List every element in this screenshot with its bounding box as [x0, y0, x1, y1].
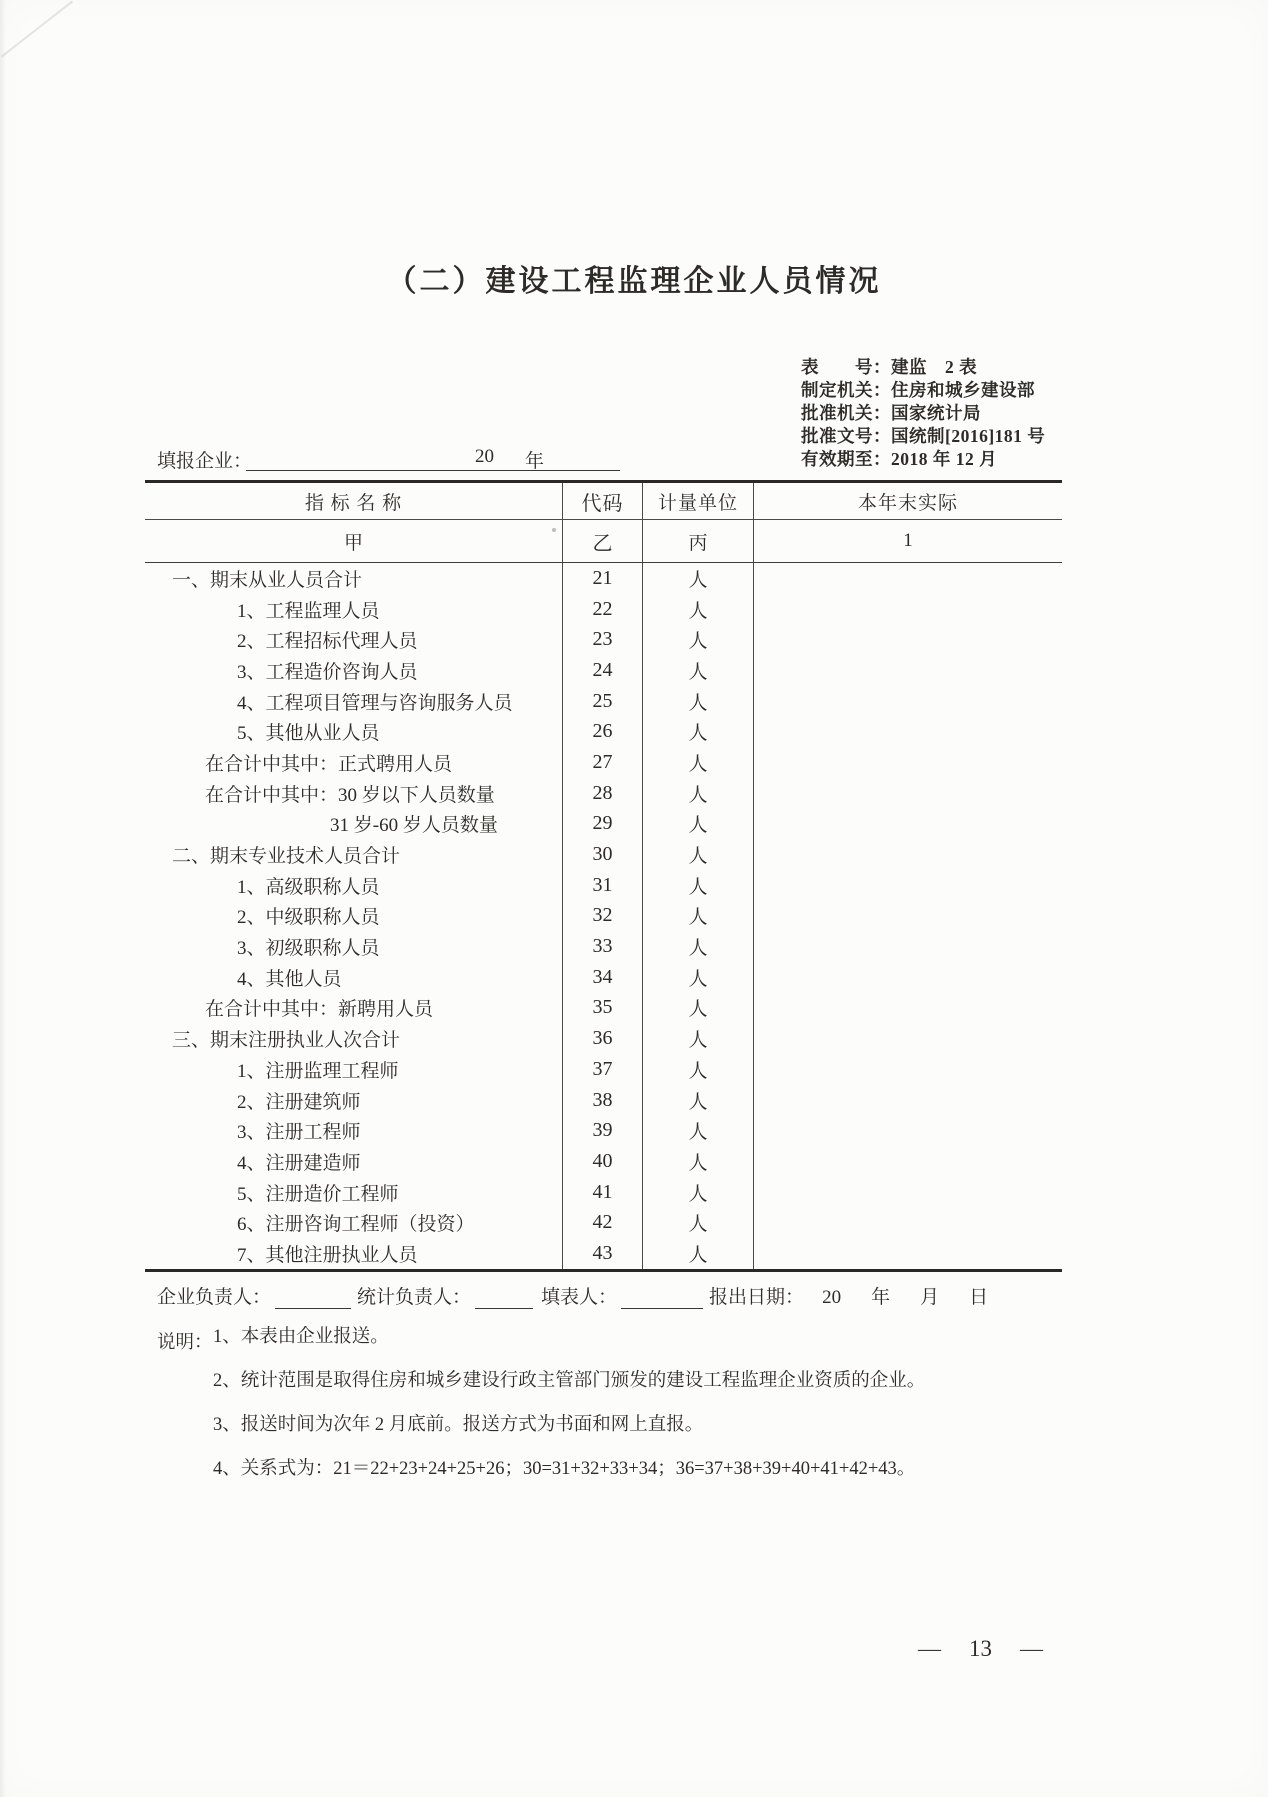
indicator-name-cell: 在合计中其中：正式聘用人员 [145, 747, 563, 778]
table-row [145, 686, 1062, 717]
table-row [145, 809, 1062, 840]
unit-cell: 人 [643, 839, 754, 870]
meta-line: 表 号：建监 2 表 [801, 357, 978, 377]
indicator-name-cell: 3、工程造价咨询人员 [145, 655, 563, 686]
value-cell [754, 594, 1062, 625]
table-row [145, 993, 1062, 1024]
value-cell [754, 962, 1062, 993]
date-month-label: 月 [920, 1287, 940, 1308]
subheader-1: 1 [903, 530, 913, 551]
table-row [145, 962, 1062, 993]
indicator-name-cell: 2、注册建筑师 [145, 1085, 563, 1116]
table-row [145, 1085, 1062, 1116]
table-row [145, 839, 1062, 870]
company-head-label: 企业负责人： [157, 1287, 272, 1308]
table-row [145, 747, 1062, 778]
value-cell [754, 563, 1062, 594]
value-cell [754, 778, 1062, 809]
table-row [145, 1054, 1062, 1085]
notes-label: 说明： [157, 1333, 213, 1353]
code-cell: 42 [563, 1207, 643, 1238]
value-cell [754, 624, 1062, 655]
code-cell: 33 [563, 931, 643, 962]
page-number [918, 1636, 1043, 1662]
code-cell: 24 [563, 655, 643, 686]
code-cell: 31 [563, 870, 643, 901]
value-cell [754, 1207, 1062, 1238]
preparer-label: 填表人： [541, 1287, 618, 1308]
indicator-name-cell: 5、其他从业人员 [145, 716, 563, 747]
unit-cell: 人 [643, 563, 754, 594]
value-cell [754, 747, 1062, 778]
code-cell: 29 [563, 809, 643, 840]
table-row [145, 931, 1062, 962]
indicator-name-cell: 1、高级职称人员 [145, 870, 563, 901]
note-item: 1、本表由企业报送。 [213, 1327, 389, 1347]
value-cell [754, 870, 1062, 901]
code-cell: 36 [563, 1023, 643, 1054]
table-row [145, 1023, 1062, 1054]
table-row [145, 870, 1062, 901]
meta-line: 有效期至：2018 年 12 月 [801, 449, 998, 469]
table-row [145, 716, 1062, 747]
indicator-name-cell: 3、初级职称人员 [145, 931, 563, 962]
code-cell: 27 [563, 747, 643, 778]
code-cell: 35 [563, 993, 643, 1024]
unit-cell: 人 [643, 655, 754, 686]
company-head-blank-line [275, 1286, 351, 1309]
indicator-name-cell: 4、注册建造师 [145, 1146, 563, 1177]
unit-cell: 人 [643, 686, 754, 717]
unit-cell: 人 [643, 993, 754, 1024]
unit-cell: 人 [643, 624, 754, 655]
code-cell: 41 [563, 1177, 643, 1208]
value-cell [754, 993, 1062, 1024]
code-cell: 32 [563, 901, 643, 932]
page-title: （二）建设工程监理企业人员情况 [386, 265, 882, 298]
subheader-jia: 甲 [145, 520, 563, 562]
code-cell: 28 [563, 778, 643, 809]
subheader-yi: 乙 [563, 520, 643, 562]
indicator-name-cell: 2、工程招标代理人员 [145, 624, 563, 655]
meta-line: 批准机关：国家统计局 [801, 403, 981, 423]
value-cell [754, 1177, 1062, 1208]
unit-cell: 人 [643, 1085, 754, 1116]
unit-cell: 人 [643, 778, 754, 809]
indicator-name-cell: 1、注册监理工程师 [145, 1054, 563, 1085]
value-cell [754, 1115, 1062, 1146]
reporting-company-blank-line [246, 444, 620, 471]
indicator-name-cell: 6、注册咨询工程师（投资） [145, 1207, 563, 1238]
table-row [145, 1207, 1062, 1238]
stats-head-blank-line [475, 1286, 533, 1309]
code-cell: 34 [563, 962, 643, 993]
value-cell [754, 901, 1062, 932]
unit-cell: 人 [643, 870, 754, 901]
subheader-bing: 丙 [643, 520, 754, 562]
code-cell: 37 [563, 1054, 643, 1085]
unit-cell: 人 [643, 809, 754, 840]
unit-cell: 人 [643, 1177, 754, 1208]
date-year-label: 年 [871, 1287, 891, 1308]
table-row [145, 594, 1062, 625]
personnel-table [145, 480, 1062, 1272]
code-cell: 40 [563, 1146, 643, 1177]
report-year-prefix: 20 [475, 446, 494, 467]
code-cell: 39 [563, 1115, 643, 1146]
value-cell [754, 1085, 1062, 1116]
meta-line: 制定机关：住房和城乡建设部 [801, 380, 1035, 400]
indicator-name-cell: 一、期末从业人员合计 [145, 563, 563, 594]
table-row [145, 901, 1062, 932]
code-cell: 22 [563, 594, 643, 625]
unit-cell: 人 [643, 962, 754, 993]
value-cell [754, 1146, 1062, 1177]
scan-smudge [1, 1, 73, 58]
reporting-company-label: 填报企业： [157, 451, 253, 472]
indicator-name-cell: 在合计中其中：30 岁以下人员数量 [145, 778, 563, 809]
value-cell [754, 931, 1062, 962]
report-year-label: 年 [525, 451, 545, 472]
unit-cell: 人 [643, 1023, 754, 1054]
unit-cell: 人 [643, 594, 754, 625]
code-cell: 38 [563, 1085, 643, 1116]
column-header-code: 代码 [563, 483, 643, 519]
table-row [145, 563, 1062, 594]
table-row [145, 1177, 1062, 1208]
table-row [145, 1238, 1062, 1269]
code-cell: 25 [563, 686, 643, 717]
date-day-label: 日 [969, 1287, 989, 1308]
code-cell: 21 [563, 563, 643, 594]
notes-list [213, 1328, 1093, 1504]
unit-cell: 人 [643, 716, 754, 747]
unit-cell: 人 [643, 1054, 754, 1085]
value-cell [754, 809, 1062, 840]
unit-cell: 人 [643, 747, 754, 778]
table-row [145, 1115, 1062, 1146]
table-row [145, 655, 1062, 686]
indicator-name-cell: 三、期末注册执业人次合计 [145, 1023, 563, 1054]
unit-cell: 人 [643, 1207, 754, 1238]
code-cell: 30 [563, 839, 643, 870]
date-year-prefix: 20 [822, 1287, 842, 1308]
code-cell: 43 [563, 1238, 643, 1269]
unit-cell: 人 [643, 931, 754, 962]
code-cell: 26 [563, 716, 643, 747]
indicator-name-cell: 4、工程项目管理与咨询服务人员 [145, 686, 563, 717]
table-row [145, 778, 1062, 809]
indicator-name-cell: 1、工程监理人员 [145, 594, 563, 625]
indicator-name-cell: 2、中级职称人员 [145, 901, 563, 932]
unit-cell: 人 [643, 1238, 754, 1269]
form-meta-block [801, 356, 1045, 471]
indicator-name-cell: 5、注册造价工程师 [145, 1177, 563, 1208]
column-header-value: 本年末实际 [857, 492, 958, 514]
unit-cell: 人 [643, 901, 754, 932]
value-cell [754, 1238, 1062, 1269]
table-row [145, 1146, 1062, 1177]
unit-cell: 人 [643, 1146, 754, 1177]
note-item: 3、报送时间为次年 2 月底前。报送方式为书面和网上直报。 [213, 1415, 704, 1435]
value-cell [754, 655, 1062, 686]
indicator-name-cell: 在合计中其中：新聘用人员 [145, 993, 563, 1024]
note-item: 2、统计范围是取得住房和城乡建设行政主管部门颁发的建设工程监理企业资质的企业。 [213, 1371, 926, 1391]
signature-row [157, 1282, 988, 1309]
table-subheader-row [145, 520, 1062, 563]
page-number-dash-right: — [1020, 1636, 1043, 1661]
stats-head-label: 统计负责人： [357, 1287, 472, 1308]
value-cell [754, 1023, 1062, 1054]
code-cell: 23 [563, 624, 643, 655]
preparer-blank-line [621, 1286, 703, 1309]
indicator-name-cell: 二、期末专业技术人员合计 [145, 839, 563, 870]
note-item: 4、关系式为：21＝22+23+24+25+26；30=31+32+33+34；36=37+38+39+40+41+42+43。 [213, 1459, 916, 1479]
table-row [145, 624, 1062, 655]
table-header-row [145, 483, 1062, 520]
value-cell [754, 716, 1062, 747]
indicator-name-cell: 31 岁-60 岁人员数量 [145, 809, 563, 840]
value-cell [754, 686, 1062, 717]
indicator-name-cell: 4、其他人员 [145, 962, 563, 993]
column-header-unit: 计量单位 [643, 483, 754, 519]
page-number-value: 13 [969, 1636, 992, 1661]
value-cell [754, 1054, 1062, 1085]
indicator-name-cell: 3、注册工程师 [145, 1115, 563, 1146]
meta-line: 批准文号：国统制[2016]181 号 [801, 426, 1046, 446]
page-number-dash-left: — [918, 1636, 941, 1661]
indicator-name-cell: 7、其他注册执业人员 [145, 1238, 563, 1269]
column-header-indicator-name: 指 标 名 称 [145, 483, 563, 519]
report-date-label: 报出日期： [709, 1287, 805, 1308]
unit-cell: 人 [643, 1115, 754, 1146]
table-body [145, 563, 1062, 1269]
value-cell [754, 839, 1062, 870]
